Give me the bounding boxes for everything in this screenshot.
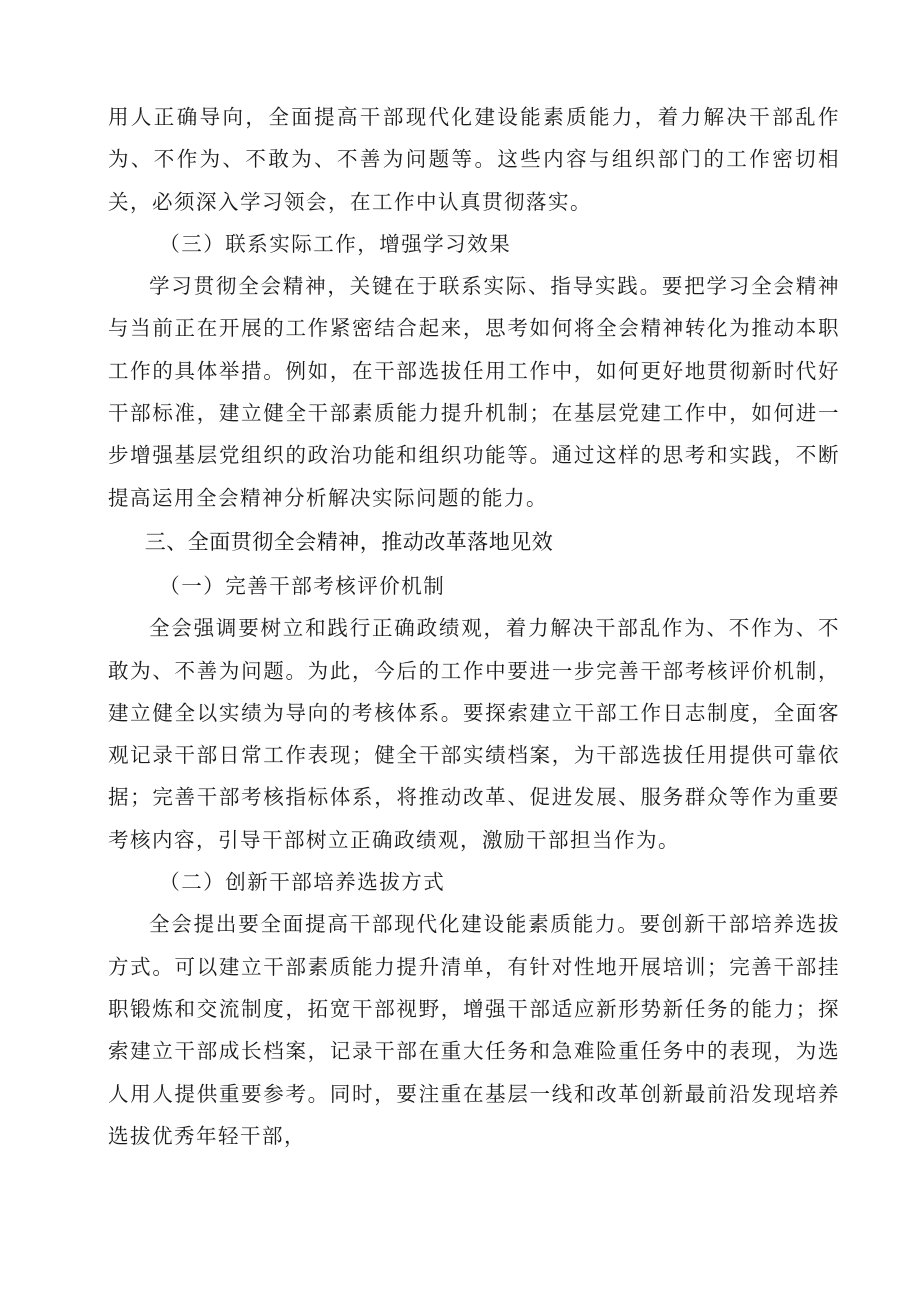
body-paragraph: 全会强调要树立和践行正确政绩观，着力解决干部乱作为、不作为、不敢为、不善为问题。为此，今后的工作中要进一步完善干部考核评价机制，建立健全以实绩为导向的考核体系。要探索建立干部工作日志制度，全面客观记录干部日常工作表现；健全干部实绩档案，为干部选拔任用提供可靠依据；完善干部考核指标体系，将推动改革、促进发展、服务群众等作为重要考核内容，引导干部树立正确政绩观，激励干部担当作为。 (108, 616, 840, 852)
body-paragraph: 用人正确导向，全面提高干部现代化建设能素质能力，着力解决干部乱作为、不作为、不敢为、不善为问题等。这些内容与组织部门的工作密切相关，必须深入学习领会，在工作中认真贯彻落实。 (108, 105, 840, 214)
document-body (108, 96, 840, 1157)
section-heading: 三、全面贯彻全会精神，推动改革落地见效 (144, 529, 554, 554)
body-paragraph: 全会提出要全面提高干部现代化建设能素质能力。要创新干部培养选拔方式。可以建立干部素质能力提升清单，有针对性地开展培训；完善干部挂职锻炼和交流制度，拓宽干部视野，增强干部适应新形势新任务的能力；探索建立干部成长档案，记录干部在重大任务和急难险重任务中的表现，为选人用人提供重要参考。同时，要注重在基层一线和改革创新最前沿发现培养选拔优秀年轻干部， (108, 912, 840, 1148)
body-paragraph: 学习贯彻全会精神，关键在于联系实际、指导实践。要把学习全会精神与当前正在开展的工作紧密结合起来，思考如何将全会精神转化为推动本职工作的具体举措。例如，在干部选拔任用工作中，如何更好地贯彻新时代好干部标准，建立健全干部素质能力提升机制；在基层党建工作中，如何进一步增强基层党组织的政治功能和组织功能等。通过这样的思考和实践，不断提高运用全会精神分析解决实际问题的能力。 (108, 274, 840, 510)
section-subheading: （一）完善干部考核评价机制 (159, 573, 446, 598)
section-subheading: （三）联系实际工作，增强学习效果 (159, 231, 512, 256)
section-subheading: （二）创新干部培养选拔方式 (159, 870, 446, 895)
